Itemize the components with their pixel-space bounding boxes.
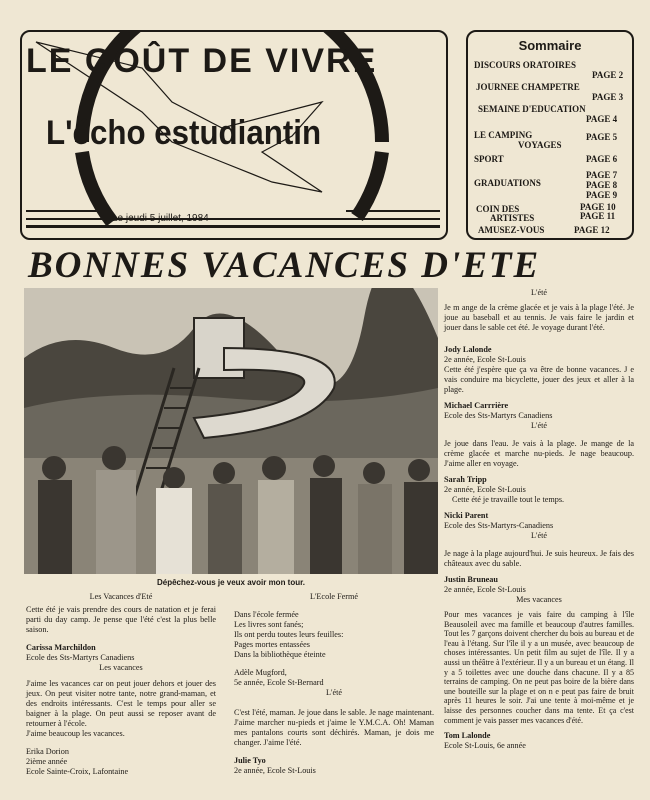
sommaire-item-label: GRADUATIONS xyxy=(474,178,541,188)
masthead-date: Le jeudi 5 juillet, 1984 xyxy=(112,213,209,224)
sommaire-item-page: PAGE 12 xyxy=(574,225,610,235)
sommaire-item-page: PAGE 8 xyxy=(586,180,618,190)
article-school: Ecole des Sts-Martyrs Canadiens xyxy=(444,411,553,420)
sommaire-item-label-2: ARTISTES xyxy=(490,213,535,223)
article-author: Erika Dorion xyxy=(26,747,69,756)
stripe xyxy=(26,218,440,220)
article-heading: L'été xyxy=(325,688,343,697)
poem-line: Ils ont perdu toutes leurs feuilles: xyxy=(234,630,344,639)
article-paragraph: Je nage à la plage aujourd'hui. Je suis heureux. Je fais des châteaux avec du sable. xyxy=(444,549,634,568)
photo-illustration xyxy=(24,288,438,574)
sommaire-item-label: JOURNEE CHAMPETRE xyxy=(476,82,580,92)
article-school: 2e année, Ecole St-Louis xyxy=(234,766,316,775)
poem-line: Les livres sont fanés; xyxy=(234,620,304,629)
poem xyxy=(234,610,434,660)
stripe xyxy=(26,225,440,228)
article-author: Nicki Parent xyxy=(444,511,489,520)
stripe xyxy=(346,210,440,212)
article-heading: Les vacances xyxy=(99,663,143,672)
article-paragraph: Cette été j'espère que ça va être de bonne vacances. J e vais conduire ma bicyclette, jouer des jeux et aller à la plage. xyxy=(444,365,634,394)
right-column xyxy=(444,288,634,751)
article-heading: Les Vacances d'Eté xyxy=(89,592,153,601)
article-author: Jody Lalonde xyxy=(444,345,492,354)
sommaire-box xyxy=(466,30,634,240)
left-column xyxy=(26,592,216,777)
photo-caption: Dépêchez-vous je veux avoir mon tour. xyxy=(156,578,306,587)
article-paragraph: C'est l'été, maman. Je joue dans le sable. Je nage maintenant. J'aime marcher nu-pieds et j'aime le Y.M.C.A. Oh! Maman mes pantalons courts sont déchirés. Maman, je dois me changer. J'aime l'été. xyxy=(234,708,434,747)
masthead-title: LE GOÛT DE VIVRE xyxy=(26,42,378,80)
article-author: Justin Bruneau xyxy=(444,575,498,584)
sommaire-item-label: DISCOURS ORATOIRES xyxy=(474,60,576,70)
masthead-stripes xyxy=(26,210,440,234)
sommaire-item-label-2: VOYAGES xyxy=(518,140,562,150)
article-school: 2e année, Ecole St-Louis xyxy=(444,485,526,494)
article-paragraph: J'aime beaucoup les vacances. xyxy=(26,729,125,738)
article-author: Julie Tyo xyxy=(234,756,266,765)
sommaire-item-page: PAGE 2 xyxy=(592,70,624,80)
article-school: Ecole St-Louis, 6e année xyxy=(444,741,526,751)
article-school: 2e année, Ecole St-Louis xyxy=(444,585,526,594)
article-school: Ecole des Sts-Martyrs-Canadiens xyxy=(444,521,554,530)
sommaire-item-label: SEMAINE D'EDUCATION xyxy=(478,104,586,114)
sommaire-item-label: SPORT xyxy=(474,154,504,164)
sommaire-item-page: PAGE 7 xyxy=(586,170,618,180)
article-author: Michael Carrrière xyxy=(444,401,509,410)
stripe xyxy=(26,210,108,212)
article-school: Ecole Sainte-Croix, Lafontaine xyxy=(26,767,129,776)
article-heading: Mes vacances xyxy=(516,595,562,604)
sommaire-item-page: PAGE 6 xyxy=(586,154,618,164)
article-paragraph: Cette été je travaille tout le temps. xyxy=(452,495,565,504)
poem-line: Dans la bibliothèque éteinte xyxy=(234,650,326,659)
article-paragraph: Cette été je vais prendre des cours de natation et je ferai parti du day camp. Je pense que l'été c'est la plus belle saison. xyxy=(26,605,216,634)
sommaire-item-page: PAGE 5 xyxy=(586,132,618,142)
article-paragraph: J'aime les vacances car on peut jouer dehors et jouer des jeux. On peut visiter notre tante, notre grand-maman, et des endroits intéressants. C'est le temps pour aller se baigner à la plage. On peut aussi se reposer avant de retourner à l'école. xyxy=(26,679,216,728)
sommaire-item-label: LE CAMPING xyxy=(474,130,533,140)
sommaire-item-label: AMUSEZ-VOUS xyxy=(478,225,545,235)
masthead-subtitle: L'écho estudiantin xyxy=(46,114,322,152)
masthead xyxy=(20,30,448,240)
article-paragraph: Je joue dans l'eau. Je vais à la plage. Je mange de la crème glacée et marche nu-pieds. Je nage beaucoup. J'aime aller en voyage. xyxy=(444,439,634,468)
sommaire-item-page: PAGE 3 xyxy=(592,92,624,102)
article-author: Adèle Mugford, xyxy=(234,668,287,677)
masthead-arc-right xyxy=(357,152,382,217)
article-heading: L'été xyxy=(530,421,548,430)
article-school: Ecole des Sts-Martyrs Canadiens xyxy=(26,653,135,662)
article-author: Tom Lalonde xyxy=(444,731,491,741)
article-school: 2e année, Ecole St-Louis xyxy=(444,355,526,364)
poem-line: Dans l'école fermée xyxy=(234,610,299,619)
poem-line: Pages mortes entassées xyxy=(234,640,310,649)
article-heading: L'été xyxy=(530,288,548,297)
sommaire-item-label: COIN DES xyxy=(476,204,520,214)
sommaire-item-page: PAGE 11 xyxy=(580,211,616,221)
article-author: Carissa Marchildon xyxy=(26,643,96,652)
sommaire-item-page: PAGE 9 xyxy=(586,190,618,200)
sommaire-item-page: PAGE 4 xyxy=(586,114,618,124)
article-author: Sarah Tripp xyxy=(444,475,487,484)
article-paragraph: Pour mes vacances je vais faire du camping à l'île Beausoleil avec ma famille et beaucoup d'autres familles. Tout les 7 garçons doivent chercher du bois au bureau et de l'eau à l'étang. Sur l'île il y a un musée, avec beaucoup de choses intéressantes. Un petit film au sujet de l'île. Il y a aussi un théâtre à l'extérieur. Il y a un bureau et un étang. Il y a 5 toilettes avec une douche dans chacune. Il y a 85 terrains de camping. On ne peut pas boire de la bière dans une bouteille sur la plage et on n e peut pas faire de bruit après 11 heures le soir. J'ai une tente à moi-même et je laisse des personnes coucher dans ma tente. Et ça c'est comment je vais passer mes vacances d'été. xyxy=(444,610,634,725)
sommaire-title: Sommaire xyxy=(518,38,582,53)
article-grade: 2ième année xyxy=(26,757,68,766)
article-paragraph: Je m ange de la crème glacée et je vais à la plage l'été. Je joue au baseball et au tennis. Je vais faire le jardin et jouer dans le sable cet été. Je voyage durant l'été. xyxy=(444,303,634,332)
article-heading: L'Ecole Fermé xyxy=(309,592,359,601)
photo xyxy=(24,288,438,574)
headline: BONNES VACANCES D'ETE xyxy=(28,245,541,286)
sommaire-item-page: PAGE 10 xyxy=(580,202,616,212)
article-heading: L'été xyxy=(530,531,548,540)
article-school: 5e année, Ecole St-Bernard xyxy=(234,678,324,687)
middle-column xyxy=(234,592,434,776)
